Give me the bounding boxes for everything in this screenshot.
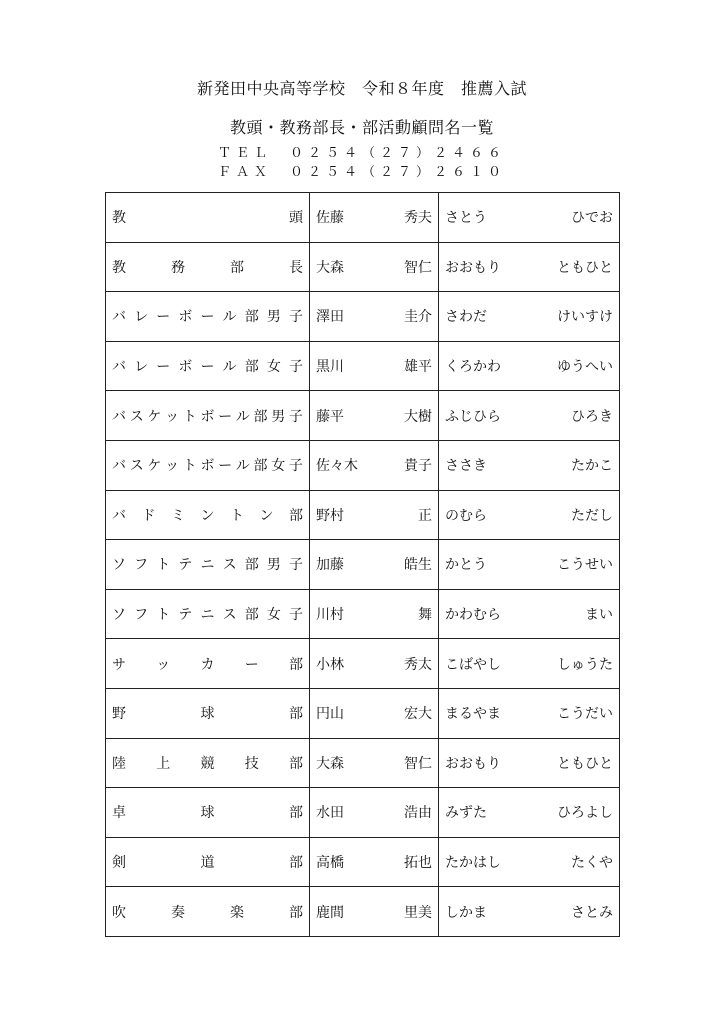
table-row [106,440,620,490]
teacher-kana-cell-text: ま る や ま こ う だ い [445,706,613,723]
teacher-kana-cell [439,788,620,838]
table-row [106,837,620,887]
role-cell-text: バ レ ー ボ ー ル 部 男 子 [112,309,303,326]
teacher-name-cell [310,738,439,788]
role-cell [106,589,310,639]
teacher-name-cell-text: 川 村 舞 [316,607,432,624]
teacher-kana-cell [439,540,620,590]
role-cell-text: バ ド ミ ン ト ン 部 [112,507,303,524]
role-cell [106,292,310,342]
teacher-name-cell [310,688,439,738]
role-cell-text: 野 球 部 [112,706,303,723]
table-row [106,242,620,292]
teacher-kana-cell [439,639,620,689]
teacher-name-cell [310,837,439,887]
teacher-name-cell [310,391,439,441]
teacher-kana-cell-text: た か は し た く や [445,855,613,872]
fax-label: ＦＡＸ [217,165,272,180]
table-row [106,292,620,342]
teacher-kana-cell-text: お お も り と も ひ と [445,755,613,772]
teacher-kana-cell-text: さ さ き た か こ [445,458,613,475]
teacher-kana-cell-text: の む ら た だ し [445,507,613,524]
teacher-kana-cell [439,837,620,887]
teacher-kana-cell-text: さ と う ひ で お [445,210,613,227]
teacher-name-cell [310,242,439,292]
teacher-kana-cell [439,292,620,342]
teacher-kana-cell-text: さ わ だ け い す け [445,309,613,326]
teacher-name-cell [310,589,439,639]
role-cell-text: ソ フ ト テ ニ ス 部 男 子 [112,557,303,574]
page-title: 新発田中央高等学校 令和８年度 推薦入試 [196,79,527,98]
table-row [106,887,620,937]
teacher-name-cell [310,292,439,342]
teacher-kana-cell [439,490,620,540]
role-cell [106,788,310,838]
role-cell [106,490,310,540]
role-cell-text: 教 頭 [112,210,303,227]
teacher-kana-cell [439,589,620,639]
teacher-kana-cell-text: し か ま さ と み [445,904,613,921]
role-cell [106,193,310,243]
table-row [106,688,620,738]
role-cell [106,887,310,937]
teacher-kana-cell [439,738,620,788]
table-row [106,540,620,590]
role-cell [106,391,310,441]
teacher-name-cell [310,788,439,838]
teacher-name-cell [310,193,439,243]
teacher-kana-cell [439,391,620,441]
teacher-name-cell [310,887,439,937]
teacher-name-cell-text: 佐 々 木 貴 子 [316,458,432,475]
teacher-name-cell-text: 黒 川 雄 平 [316,359,432,376]
teacher-kana-cell-text: ふ じ ひ ら ひ ろ き [445,408,613,425]
teacher-name-cell [310,341,439,391]
teacher-kana-cell-text: く ろ か わ ゆ う へ い [445,359,613,376]
table-row [106,788,620,838]
table-row [106,341,620,391]
advisor-table-body [106,193,620,937]
table-row [106,490,620,540]
role-cell [106,540,310,590]
role-cell [106,341,310,391]
role-cell [106,688,310,738]
teacher-name-cell [310,490,439,540]
role-cell [106,242,310,292]
role-cell-text: 吹 奏 楽 部 [112,904,303,921]
role-cell [106,440,310,490]
teacher-kana-cell [439,688,620,738]
teacher-name-cell-text: 野 村 正 [316,507,432,524]
teacher-kana-cell [439,242,620,292]
teacher-kana-cell-text: み ず た ひ ろ よ し [445,805,613,822]
teacher-kana-cell [439,193,620,243]
teacher-name-cell-text: 大 森 智 仁 [316,755,432,772]
tel-line [0,142,724,161]
table-row [106,738,620,788]
teacher-name-cell-text: 澤 田 圭 介 [316,309,432,326]
role-cell-text: バ ス ケ ッ ト ボ ー ル 部 男 子 [112,408,303,425]
teacher-name-cell-text: 水 田 浩 由 [316,805,432,822]
teacher-name-cell-text: 大 森 智 仁 [316,259,432,276]
teacher-name-cell-text: 藤 平 大 樹 [316,408,432,425]
teacher-name-cell-text: 加 藤 皓 生 [316,557,432,574]
teacher-kana-cell [439,440,620,490]
role-cell [106,639,310,689]
role-cell [106,738,310,788]
teacher-name-cell [310,440,439,490]
advisor-table [105,192,620,937]
teacher-kana-cell [439,887,620,937]
table-row [106,193,620,243]
teacher-name-cell [310,540,439,590]
teacher-name-cell-text: 高 橋 拓 也 [316,855,432,872]
role-cell-text: バ レ ー ボ ー ル 部 女 子 [112,359,303,376]
tel-label: ＴＥＬ [217,146,272,161]
role-cell-text: バ ス ケ ッ ト ボ ー ル 部 女 子 [112,458,303,475]
page-subtitle: 教頭・教務部長・部活動顧問名一覧 [229,118,494,137]
teacher-kana-cell-text: こ ば や し し ゅ う た [445,656,613,673]
teacher-name-cell [310,639,439,689]
role-cell-text: 教 務 部 長 [112,259,303,276]
role-cell-text: 剣 道 部 [112,855,303,872]
teacher-name-cell-text: 小 林 秀 太 [316,656,432,673]
role-cell [106,837,310,887]
role-cell-text: サ ッ カ ー 部 [112,656,303,673]
teacher-kana-cell [439,341,620,391]
fax-number: ０２５４（２７）２６１０ [290,165,507,180]
teacher-kana-cell-text: お お も り と も ひ と [445,259,613,276]
tel-number: ０２５４（２７）２４６６ [290,146,507,161]
fax-line [0,161,724,180]
role-cell-text: 卓 球 部 [112,805,303,822]
teacher-name-cell-text: 円 山 宏 大 [316,706,432,723]
teacher-name-cell-text: 佐 藤 秀 夫 [316,210,432,227]
table-row [106,639,620,689]
teacher-name-cell-text: 鹿 間 里 美 [316,904,432,921]
table-row [106,589,620,639]
role-cell-text: 陸 上 競 技 部 [112,755,303,772]
table-row [106,391,620,441]
role-cell-text: ソ フ ト テ ニ ス 部 女 子 [112,607,303,624]
teacher-kana-cell-text: か と う こ う せ い [445,557,613,574]
teacher-kana-cell-text: か わ む ら ま い [445,607,613,624]
